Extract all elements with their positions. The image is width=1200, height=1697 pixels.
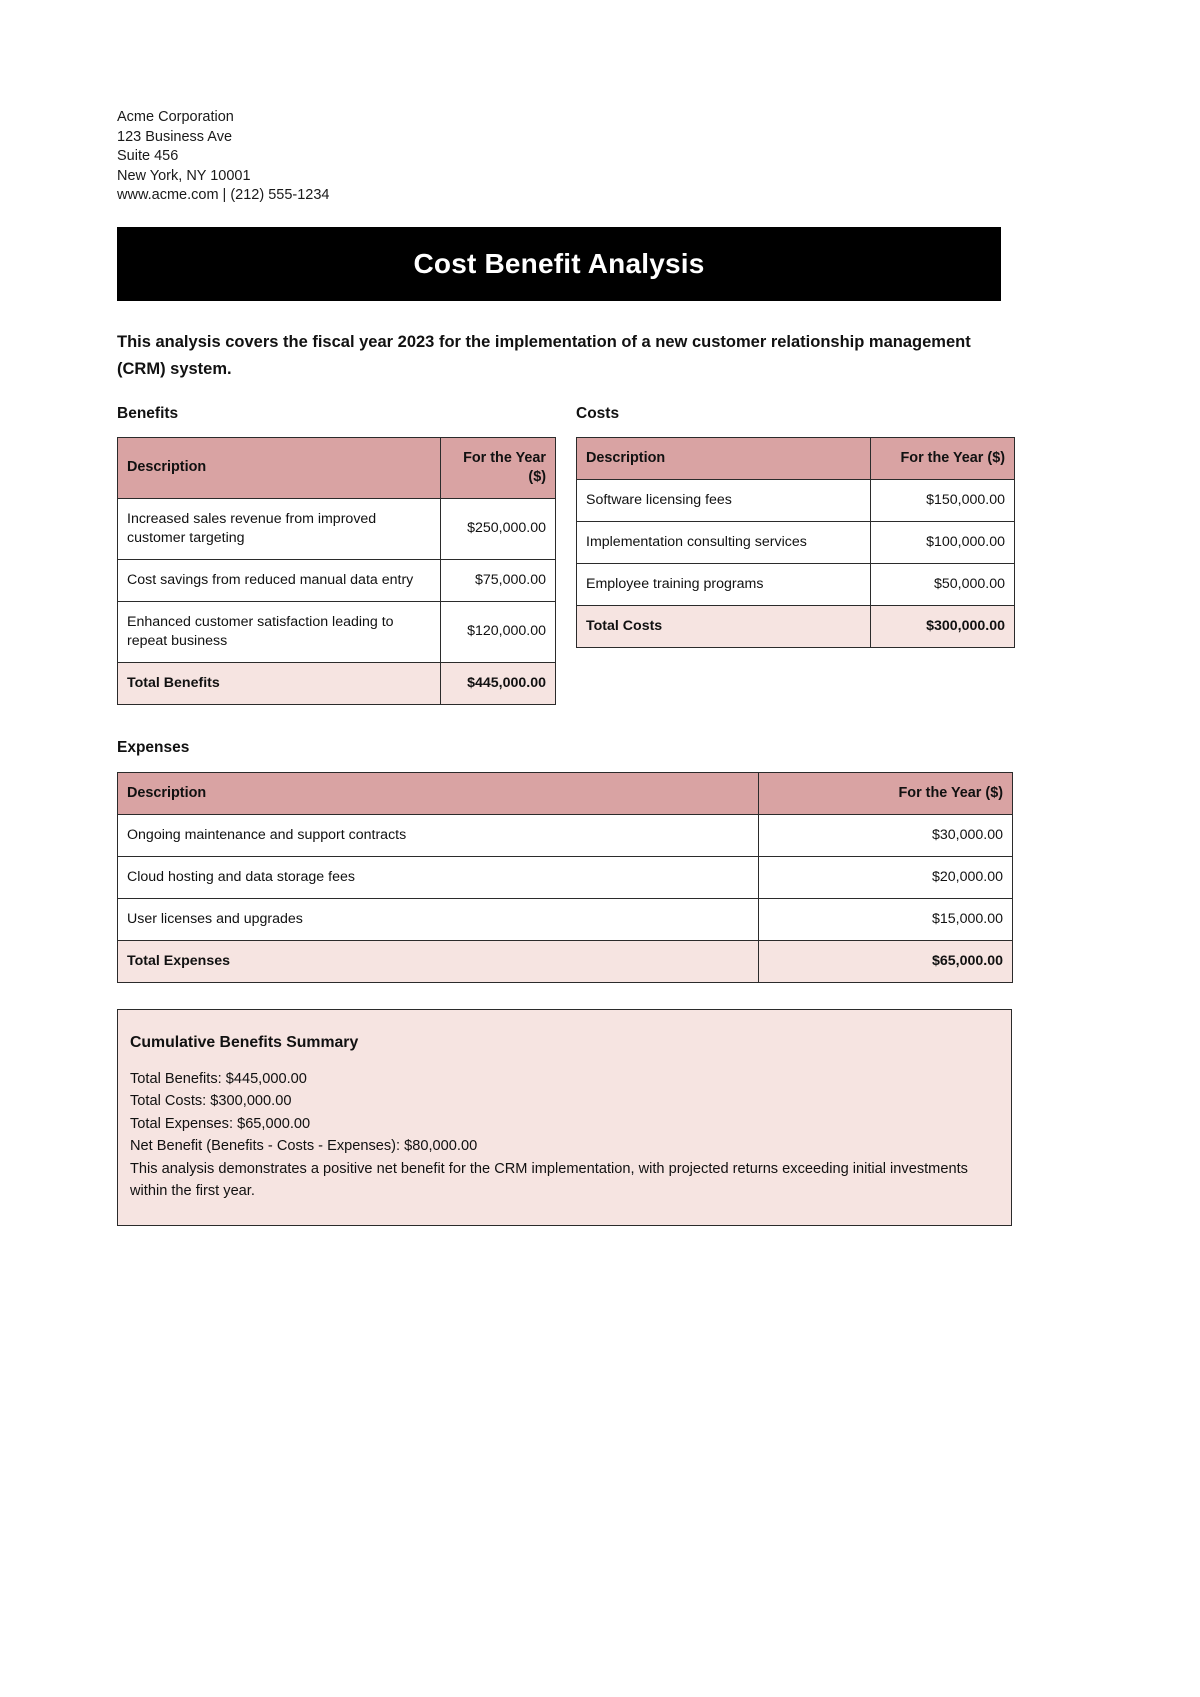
expenses-total-amount: $65,000.00 <box>759 940 1013 982</box>
summary-total-costs: Total Costs: $300,000.00 <box>130 1093 292 1109</box>
table-row <box>118 856 1013 898</box>
summary-note: This analysis demonstrates a positive net benefit for the CRM implementation, with projected returns exceeding initial investments within the first year. <box>130 1160 968 1199</box>
summary-total-benefits: Total Benefits: $445,000.00 <box>130 1070 307 1087</box>
expenses-section <box>117 738 1003 983</box>
summary-title: Cumulative Benefits Summary <box>130 1033 359 1051</box>
suite-number: Suite 456 <box>117 148 179 164</box>
expenses-heading: Expenses <box>117 738 190 756</box>
table-row <box>118 601 556 662</box>
benefits-row-amount: $75,000.00 <box>441 559 556 601</box>
table-row <box>118 498 556 559</box>
table-row <box>577 479 1015 521</box>
expenses-row-description: Ongoing maintenance and support contracts <box>118 814 759 856</box>
costs-heading: Costs <box>576 404 620 422</box>
website-and-phone: www.acme.com | (212) 555-1234 <box>117 187 330 203</box>
costs-row-description: Software licensing fees <box>577 479 871 521</box>
benefits-col-description: Description <box>118 437 441 498</box>
street-address: 123 Business Ave <box>117 128 233 145</box>
table-row <box>118 814 1013 856</box>
table-header-row <box>118 437 556 498</box>
benefits-table <box>117 437 556 705</box>
benefits-total-row <box>118 662 556 704</box>
cumulative-benefits-summary <box>117 1009 1012 1226</box>
table-row <box>118 559 556 601</box>
costs-row-amount: $100,000.00 <box>871 521 1015 563</box>
costs-row-amount: $150,000.00 <box>871 479 1015 521</box>
summary-net-benefit: Net Benefit (Benefits - Costs - Expenses): $80,000.00 <box>130 1138 478 1154</box>
table-header-row <box>577 437 1015 479</box>
expenses-row-amount: $30,000.00 <box>759 814 1013 856</box>
table-row <box>577 563 1015 605</box>
expenses-row-amount: $15,000.00 <box>759 898 1013 940</box>
costs-row-amount: $50,000.00 <box>871 563 1015 605</box>
city-state-zip: New York, NY 10001 <box>117 167 251 184</box>
title-banner <box>117 227 1001 301</box>
letterhead <box>117 108 1000 206</box>
costs-row-description: Employee training programs <box>577 563 871 605</box>
costs-section <box>576 405 1014 705</box>
expenses-col-amount: For the Year ($) <box>759 772 1013 814</box>
benefits-section <box>117 405 555 705</box>
page-title: Cost Benefit Analysis <box>413 247 705 279</box>
expenses-row-description: User licenses and upgrades <box>118 898 759 940</box>
benefits-costs-row <box>117 404 1005 705</box>
benefits-row-description: Cost savings from reduced manual data entry <box>118 559 441 601</box>
company-name: Acme Corporation <box>117 109 234 125</box>
table-row <box>118 898 1013 940</box>
expenses-col-description: Description <box>118 772 759 814</box>
intro-paragraph: This analysis covers the fiscal year 2023 for the implementation of a new customer relationship management (CRM) system. <box>117 332 971 378</box>
expenses-table <box>117 772 1013 983</box>
benefits-row-description: Increased sales revenue from improved customer targeting <box>118 498 441 559</box>
benefits-row-amount: $250,000.00 <box>441 498 556 559</box>
benefits-row-description: Enhanced customer satisfaction leading to repeat business <box>118 601 441 662</box>
costs-total-row <box>577 605 1015 647</box>
costs-col-amount: For the Year ($) <box>871 437 1015 479</box>
expenses-total-label: Total Expenses <box>118 940 759 982</box>
expenses-total-row <box>118 940 1013 982</box>
costs-row-description: Implementation consulting services <box>577 521 871 563</box>
costs-total-amount: $300,000.00 <box>871 605 1015 647</box>
costs-total-label: Total Costs <box>577 605 871 647</box>
costs-table <box>576 437 1015 648</box>
benefits-heading: Benefits <box>117 404 179 422</box>
expenses-row-amount: $20,000.00 <box>759 856 1013 898</box>
summary-total-expenses: Total Expenses: $65,000.00 <box>130 1115 311 1132</box>
benefits-total-amount: $445,000.00 <box>441 662 556 704</box>
table-header-row <box>118 772 1013 814</box>
benefits-total-label: Total Benefits <box>118 662 441 704</box>
table-row <box>577 521 1015 563</box>
costs-col-description: Description <box>577 437 871 479</box>
benefits-col-amount: For the Year ($) <box>441 437 556 498</box>
benefits-row-amount: $120,000.00 <box>441 601 556 662</box>
expenses-row-description: Cloud hosting and data storage fees <box>118 856 759 898</box>
